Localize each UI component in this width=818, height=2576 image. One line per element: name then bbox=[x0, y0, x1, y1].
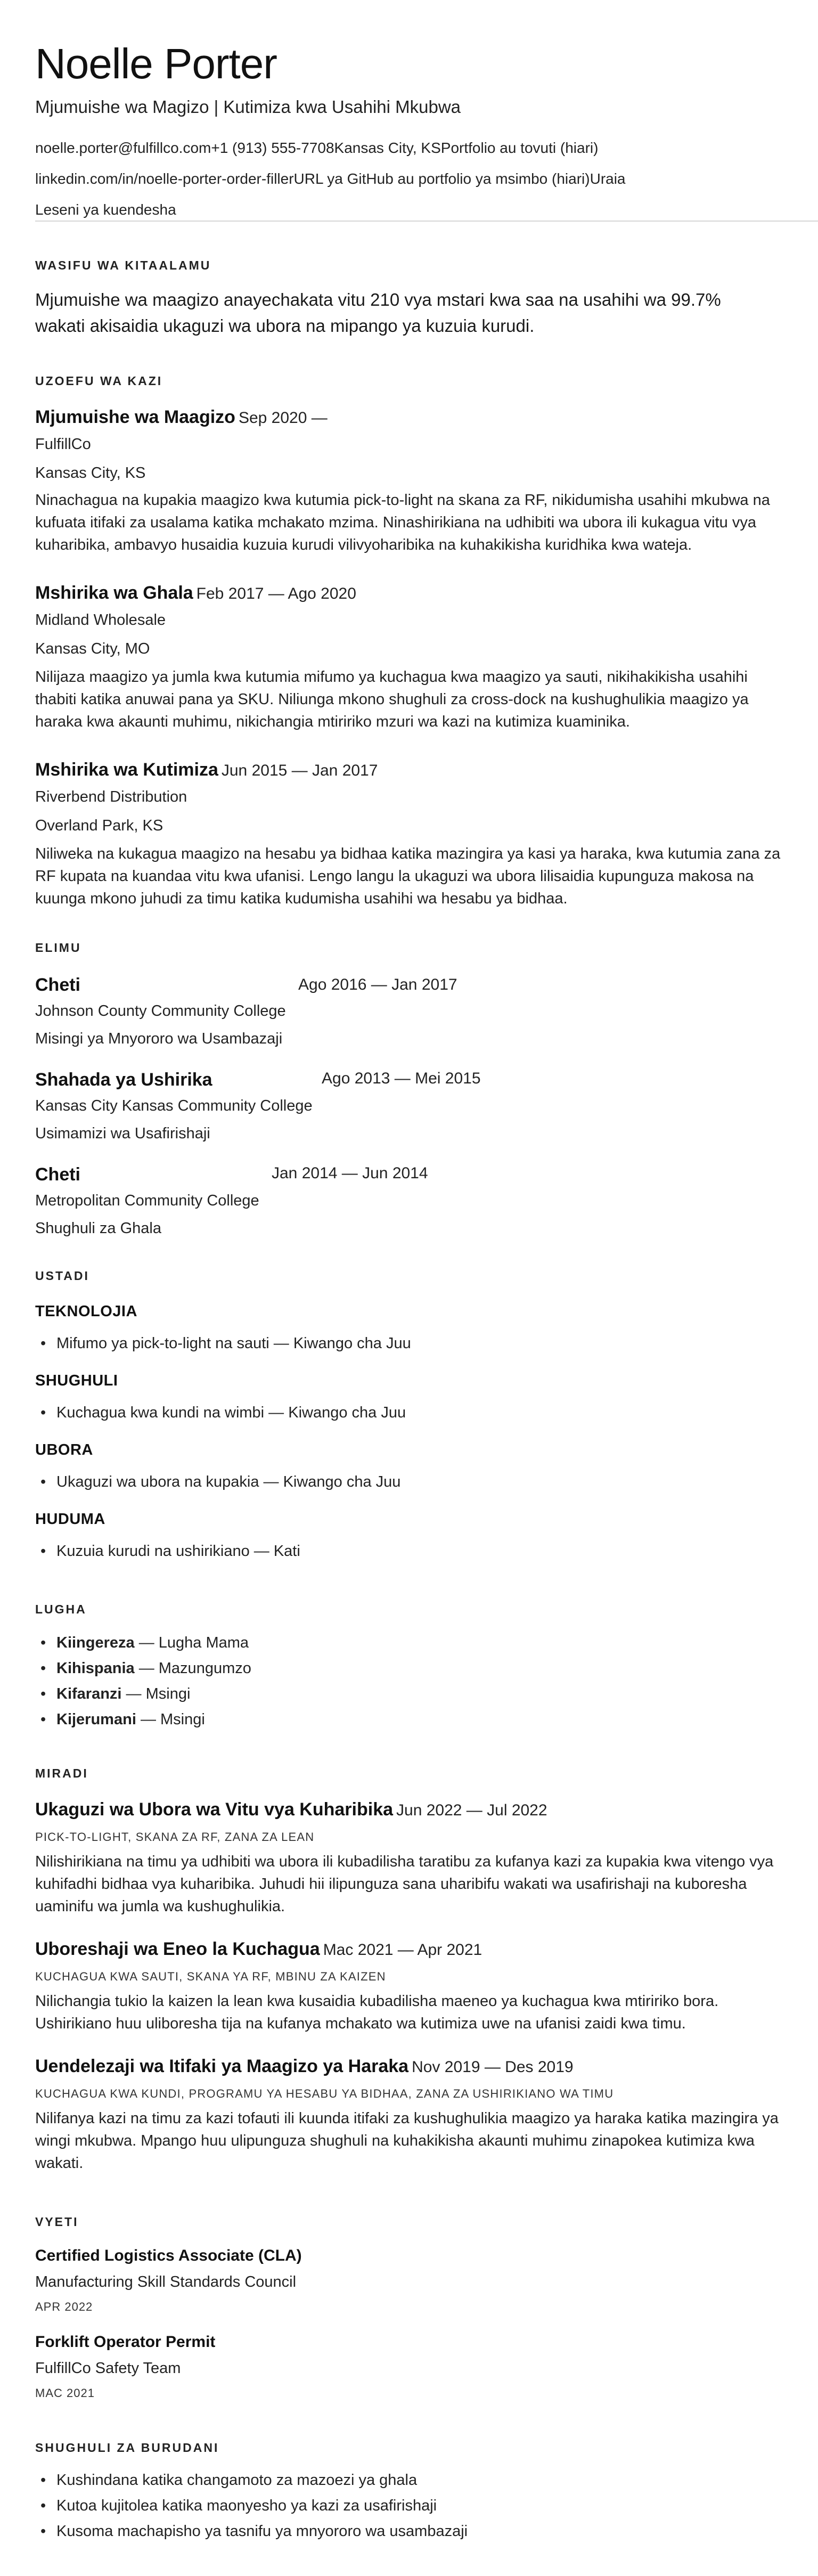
education-degree: Shahada ya Ushirika bbox=[35, 1070, 212, 1090]
skill-item: • Ukaguzi wa ubora na kupakia — Kiwango cha Juu bbox=[35, 1473, 400, 1491]
project-tags: KUCHAGUA KWA KUNDI, PROGRAMU YA HESABU YA BIDHAA, ZANA ZA USHIRIKIANO WA TIMU bbox=[35, 2087, 614, 2100]
language-level: — Mazungumzo bbox=[138, 1660, 251, 1677]
project-description: Nilishirikiana na timu ya udhibiti wa ubora ili kubadilisha taratibu za kufanya kazi za kupakia kwa vitengo vya kuhifadhi bidhaa vya kuharibika. Juhudi hii ilipunguza sana uharibifu wakati wa usafirishaji na kuboresha uaminifu wa jumla wa kushughulikia. bbox=[35, 1853, 774, 1915]
experience-section-title: UZOEFU WA KAZI bbox=[35, 374, 163, 388]
phone-text: +1 (913) 555-7708 bbox=[211, 140, 334, 156]
language-level: — Msingi bbox=[140, 1711, 205, 1728]
certification-name: Certified Logistics Associate (CLA) bbox=[35, 2247, 302, 2264]
projects-section-title: MIRADI bbox=[35, 1766, 88, 1780]
role-title: Mjumuishe wa Maagizo bbox=[35, 407, 235, 427]
certification-date: MAC 2021 bbox=[35, 2386, 95, 2400]
project-name: Uboreshaji wa Eneo la Kuchagua bbox=[35, 1939, 320, 1959]
languages-section-title: LUGHA bbox=[35, 1602, 87, 1616]
certification-issuer: Manufacturing Skill Standards Council bbox=[35, 2273, 297, 2290]
education-dates: Ago 2013 — Mei 2015 bbox=[322, 1070, 481, 1087]
education-school: Metropolitan Community College bbox=[35, 1192, 259, 1209]
email-link[interactable]: noelle.porter@fulfillco.com bbox=[35, 140, 211, 156]
skill-group-title: UBORA bbox=[35, 1441, 93, 1458]
project-title bbox=[35, 1799, 547, 1820]
role-title: Mshirika wa Kutimiza bbox=[35, 760, 218, 780]
company-name: Riverbend Distribution bbox=[35, 788, 187, 805]
language-name: Kihispania bbox=[56, 1660, 135, 1677]
language-item bbox=[35, 1711, 205, 1729]
experience-role bbox=[35, 760, 378, 780]
education-dates: Jan 2014 — Jun 2014 bbox=[272, 1164, 428, 1182]
linkedin-link[interactable]: linkedin.com/in/noelle-porter-order-filler bbox=[35, 170, 294, 187]
header-divider bbox=[35, 221, 818, 222]
summary-section-title: WASIFU WA KITAALAMU bbox=[35, 258, 211, 272]
company-location: Kansas City, KS bbox=[35, 464, 146, 482]
experience-role bbox=[35, 407, 328, 428]
role-dates: Jun 2015 — Jan 2017 bbox=[221, 762, 378, 779]
skill-group-title: SHUGHULI bbox=[35, 1372, 118, 1389]
project-description: Nilifanya kazi na timu za kazi tofauti ili kuunda itifaki za kushughulikia maagizo ya haraka katika mazingira ya wingi mkubwa. Mpango huu ulipunguza shughuli na kuhakikisha akaunti muhimu zinapokea kutimiza kwa wakati. bbox=[35, 2110, 779, 2172]
certifications-section-title: VYETI bbox=[35, 2215, 79, 2229]
skill-item: • Mifumo ya pick-to-light na sauti — Kiwango cha Juu bbox=[35, 1335, 411, 1352]
education-degree: Cheti bbox=[35, 1164, 80, 1185]
role-dates: Feb 2017 — Ago 2020 bbox=[196, 585, 356, 602]
company-location: Kansas City, MO bbox=[35, 640, 150, 657]
role-description: Nilijaza maagizo ya jumla kwa kutumia mifumo ya kuchagua kwa maagizo ya sauti, nikihakikisha usahihi thabiti katika anuwai pana ya SKU. Niliunga mkono shughuli za cross-dock na kushughulikia maagizo ya haraka kwa akaunti muhimu, nikichangia mtiririko mzuri wa kazi na kutimiza kuaminika. bbox=[35, 669, 749, 730]
portfolio-link[interactable]: Portfolio au tovuti (hiari) bbox=[440, 140, 599, 156]
contact-row-secondary bbox=[35, 170, 626, 188]
education-degree: Cheti bbox=[35, 975, 80, 995]
candidate-name: Noelle Porter bbox=[35, 40, 277, 87]
interests-section-title: SHUGHULI ZA BURUDANI bbox=[35, 2441, 219, 2455]
contact-row-primary bbox=[35, 140, 598, 157]
interest-item: • Kusoma machapisho ya tasnifu ya mnyororo wa usambazaji bbox=[35, 2523, 468, 2540]
education-dates: Ago 2016 — Jan 2017 bbox=[298, 976, 457, 993]
role-dates: Sep 2020 — bbox=[238, 409, 328, 427]
language-item bbox=[35, 1685, 190, 1703]
skill-item: • Kuchagua kwa kundi na wimbi — Kiwango cha Juu bbox=[35, 1404, 406, 1422]
candidate-headline: Mjumuishe wa Magizo | Kutimiza kwa Usahihi Mkubwa bbox=[35, 97, 461, 117]
experience-role bbox=[35, 583, 356, 604]
citizenship-text: Uraia bbox=[590, 170, 626, 187]
project-description: Nilichangia tukio la kaizen la lean kwa kusaidia kubadilisha maeneo ya kuchagua kwa mtiririko bora. Ushirikiano huu uliboresha tija na kufanya mchakato wa kutimiza uwe na ufanisi zaidi kwa timu. bbox=[35, 1993, 719, 2032]
company-name: Midland Wholesale bbox=[35, 612, 166, 629]
language-item bbox=[35, 1660, 251, 1677]
education-school: Kansas City Kansas Community College bbox=[35, 1097, 313, 1114]
education-field: Usimamizi wa Usafirishaji bbox=[35, 1125, 210, 1142]
certification-date: APR 2022 bbox=[35, 2300, 93, 2313]
interest-item: • Kushindana katika changamoto za mazoezi ya ghala bbox=[35, 2472, 417, 2489]
project-dates: Jun 2022 — Jul 2022 bbox=[396, 1801, 547, 1819]
role-description: Ninachagua na kupakia maagizo kwa kutumia pick-to-light na skana za RF, nikidumisha usahihi mkubwa na kufuata itifaki za usalama katika mchakato mzima. Ninashirikiana na udhibiti wa ubora ili kukagua vitu vya kuharibika, ambavyo husaidia kuzuia kurudi vilivyoharibika na kuhakikisha kuridhika kwa wateja. bbox=[35, 492, 770, 553]
certification-name: Forklift Operator Permit bbox=[35, 2333, 216, 2351]
education-field: Misingi ya Mnyororo wa Usambazaji bbox=[35, 1030, 283, 1047]
certification-issuer: FulfillCo Safety Team bbox=[35, 2360, 181, 2377]
project-name: Ukaguzi wa Ubora wa Vitu vya Kuharibika bbox=[35, 1799, 394, 1820]
project-tags: PICK-TO-LIGHT, SKANA ZA RF, ZANA ZA LEAN bbox=[35, 1830, 315, 1844]
education-school: Johnson County Community College bbox=[35, 1002, 286, 1020]
skill-group-title: HUDUMA bbox=[35, 1511, 105, 1528]
project-dates: Nov 2019 — Des 2019 bbox=[412, 2058, 574, 2076]
project-dates: Mac 2021 — Apr 2021 bbox=[323, 1941, 482, 1959]
summary-text: Mjumuishe wa maagizo anayechakata vitu 210 vya mstari kwa saa na usahihi wa 99.7% wakati akisaidia ukaguzi wa ubora na mipango ya kuzuia kurudi. bbox=[35, 290, 721, 336]
language-name: Kijerumani bbox=[56, 1711, 136, 1728]
role-title: Mshirika wa Ghala bbox=[35, 583, 193, 603]
language-name: Kifaranzi bbox=[56, 1685, 122, 1702]
role-description: Niliweka na kukagua maagizo na hesabu ya bidhaa katika mazingira ya kasi ya haraka, kwa kutumia zana za RF kupata na kuandaa vitu kwa ufanisi. Lengo langu la ukaguzi wa ubora lilisaidia kupunguza makosa na kuunga mkono juhudi za timu katika kudumisha usahihi wa hesabu ya bidhaa. bbox=[35, 845, 781, 907]
language-level: — Msingi bbox=[126, 1685, 191, 1702]
company-name: FulfillCo bbox=[35, 436, 91, 453]
project-title bbox=[35, 2056, 574, 2077]
language-item bbox=[35, 1634, 249, 1652]
language-level: — Lugha Mama bbox=[138, 1634, 249, 1651]
company-location: Overland Park, KS bbox=[35, 817, 163, 834]
license-text: Leseni ya kuendesha bbox=[35, 201, 176, 218]
interest-item: • Kutoa kujitolea katika maonyesho ya kazi za usafirishaji bbox=[35, 2497, 437, 2515]
project-title bbox=[35, 1939, 482, 1960]
github-link[interactable]: URL ya GitHub au portfolio ya msimbo (hiari) bbox=[293, 170, 590, 187]
skill-item: • Kuzuia kurudi na ushirikiano — Kati bbox=[35, 1543, 300, 1560]
education-field: Shughuli za Ghala bbox=[35, 1220, 161, 1237]
skills-section-title: USTADI bbox=[35, 1269, 89, 1283]
language-name: Kiingereza bbox=[56, 1634, 135, 1651]
location-text: Kansas City, KS bbox=[334, 140, 441, 156]
skill-group-title: TEKNOLOJIA bbox=[35, 1303, 137, 1320]
education-section-title: ELIMU bbox=[35, 941, 81, 955]
project-name: Uendelezaji wa Itifaki ya Maagizo ya Haraka bbox=[35, 2056, 409, 2076]
project-tags: KUCHAGUA KWA SAUTI, SKANA YA RF, MBINU ZA KAIZEN bbox=[35, 1970, 386, 1983]
